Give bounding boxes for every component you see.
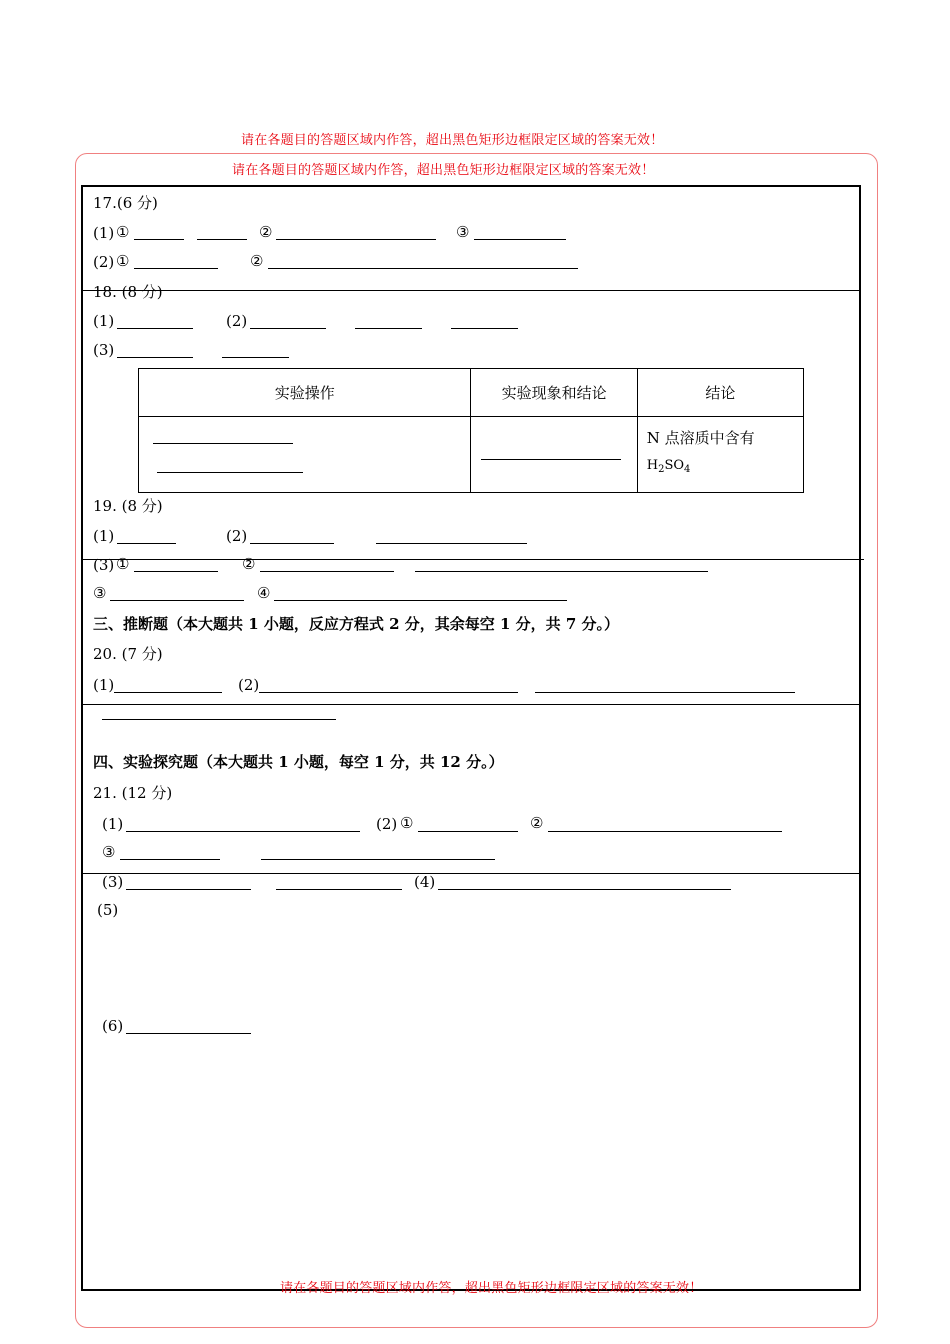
circle-2-label: ② [250, 252, 264, 270]
answer-blank[interactable] [134, 239, 184, 240]
section-4-heading: 四、实验探究题（本大题共 1 小题，每空 1 分，共 12 分。） [93, 753, 504, 771]
answer-blank[interactable] [126, 889, 251, 890]
q19-part3-label: (3) [93, 556, 115, 574]
answer-blank[interactable] [481, 459, 621, 460]
answer-blank[interactable] [260, 571, 394, 572]
answer-blank[interactable] [197, 239, 247, 240]
q19-part1-label: (1) [93, 527, 115, 545]
question-17-title: 17.(6 分) [93, 194, 158, 212]
answer-blank[interactable] [114, 692, 222, 693]
q18-part3-label: (3) [93, 341, 115, 359]
answer-blank[interactable] [276, 889, 402, 890]
answer-blank[interactable] [259, 692, 518, 693]
answer-blank[interactable] [415, 571, 708, 572]
q20-part2-label: (2) [238, 676, 260, 694]
circle-2-label: ② [259, 223, 273, 241]
q21-part3-label: (3) [102, 873, 124, 891]
warning-banner-bottom: 请在各题目的答题区域内作答，超出黑色矩形边框限定区域的答案无效！ [280, 1281, 703, 1296]
answer-blank[interactable] [222, 357, 289, 358]
answer-blank[interactable] [153, 443, 293, 444]
answer-blank[interactable] [451, 328, 518, 329]
question-21-title: 21. (12 分) [93, 784, 173, 802]
answer-blank[interactable] [418, 831, 518, 832]
answer-region-frame [81, 185, 861, 1291]
answer-blank[interactable] [276, 239, 436, 240]
answer-blank[interactable] [474, 239, 566, 240]
answer-blank[interactable] [261, 859, 495, 860]
warning-banner-top: 请在各题目的答题区域内作答，超出黑色矩形边框限定区域的答案无效！ [241, 133, 664, 148]
answer-blank[interactable] [117, 357, 193, 358]
separator-line [81, 290, 861, 291]
answer-blank[interactable] [102, 719, 336, 720]
phenomenon-cell [471, 417, 637, 493]
answer-blank[interactable] [355, 328, 422, 329]
answer-blank[interactable] [268, 268, 578, 269]
separator-line [81, 704, 861, 705]
answer-blank[interactable] [250, 328, 326, 329]
answer-blank[interactable] [134, 571, 218, 572]
table-header-row [139, 369, 804, 417]
circle-3-label: ③ [93, 584, 107, 602]
conclusion-text: N 点溶质中含有 [646, 429, 755, 447]
circle-1-label: ① [116, 223, 130, 241]
warning-banner-inner: 请在各题目的答题区域内作答，超出黑色矩形边框限定区域的答案无效！ [232, 163, 655, 178]
q21-part4-label: (4) [414, 873, 436, 891]
answer-blank[interactable] [117, 328, 193, 329]
q21-part2-label: (2) [376, 815, 398, 833]
q20-part1-label: (1) [93, 676, 115, 694]
answer-blank[interactable] [126, 1033, 251, 1034]
q17-part1-label: (1) [93, 224, 115, 242]
answer-blank[interactable] [548, 831, 782, 832]
answer-blank[interactable] [157, 472, 303, 473]
answer-blank[interactable] [117, 543, 176, 544]
answer-blank[interactable] [376, 543, 527, 544]
circle-1-label: ① [400, 814, 414, 832]
circle-3-label: ③ [102, 843, 116, 861]
answer-blank[interactable] [134, 268, 218, 269]
q17-part2-label: (2) [93, 253, 115, 271]
separator-line [81, 559, 864, 560]
chemical-formula [647, 457, 691, 479]
answer-blank[interactable] [438, 889, 731, 890]
q21-part6-label: (6) [102, 1017, 124, 1035]
answer-blank[interactable] [110, 600, 244, 601]
header-phenomenon: 实验现象和结论 [471, 369, 637, 417]
circle-3-label: ③ [456, 223, 470, 241]
circle-1-label: ① [116, 252, 130, 270]
header-operation: 实验操作 [139, 369, 471, 417]
q18-part2-label: (2) [226, 312, 248, 330]
answer-blank[interactable] [120, 859, 220, 860]
formula-sub-4: 4 [684, 464, 691, 475]
answer-blank[interactable] [535, 692, 795, 693]
circle-4-label: ④ [257, 584, 271, 602]
section-3-heading: 三、推断题（本大题共 1 小题，反应方程式 2 分，其余每空 1 分，共 7 分。） [93, 615, 620, 633]
circle-2-label: ② [242, 555, 256, 573]
circle-1-label: ① [116, 555, 130, 573]
q19-part2-label: (2) [226, 527, 248, 545]
formula-sub-2: 2 [658, 464, 665, 475]
q21-part5-label: (5) [97, 901, 119, 919]
question-20-title: 20. (7 分) [93, 645, 163, 663]
conclusion-cell [637, 417, 803, 493]
experiment-table [138, 368, 804, 493]
q18-part1-label: (1) [93, 312, 115, 330]
separator-line [81, 873, 861, 874]
question-19-title: 19. (8 分) [93, 497, 163, 515]
header-conclusion: 结论 [637, 369, 803, 417]
formula-h: H [646, 458, 659, 473]
question-18-title: 18. (8 分) [93, 283, 163, 301]
answer-blank[interactable] [250, 543, 334, 544]
circle-2-label: ② [530, 814, 544, 832]
operation-cell [139, 417, 471, 493]
table-row [139, 417, 804, 493]
q21-part1-label: (1) [102, 815, 124, 833]
answer-blank[interactable] [126, 831, 360, 832]
formula-so: SO [664, 458, 685, 473]
answer-blank[interactable] [274, 600, 567, 601]
